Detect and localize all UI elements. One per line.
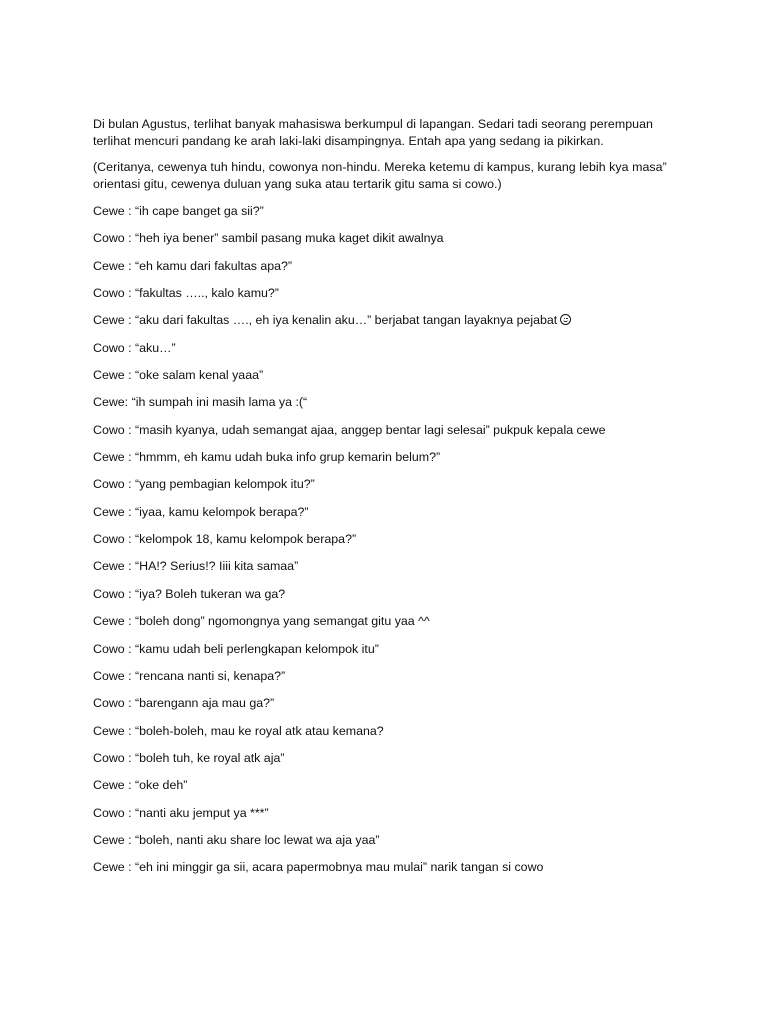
dialogue-line: Cowo : “fakultas ….., kalo kamu?” <box>93 286 279 301</box>
dialogue-line: Cewe : “boleh-boleh, mau ke royal atk atau kemana? <box>93 723 384 738</box>
dialogue-line: Cowo : “aku…” <box>93 340 176 355</box>
dialogue-line: Cewe : “HA!? Serius!? Iiii kita samaa” <box>93 559 299 574</box>
dialogue-line: Cewe : “iyaa, kamu kelompok berapa?” <box>93 504 309 519</box>
dialogue-list <box>93 203 693 876</box>
dialogue-line <box>93 312 693 329</box>
smiley-icon <box>560 314 571 325</box>
dialogue-line: Cowo : “kamu udah beli perlengkapan kelompok itu” <box>93 641 379 656</box>
dialogue-line: Cowo : “masih kyanya, udah semangat ajaa, anggep bentar lagi selesai” pukpuk kepala cewe <box>93 422 606 437</box>
dialogue-line: Cowo : “barengann aja mau ga?” <box>93 696 275 711</box>
dialogue-line: Cowo : “nanti aku jemput ya ***” <box>93 805 269 820</box>
dialogue-line: Cewe : “oke deh” <box>93 778 188 793</box>
dialogue-line: Cewe : “boleh dong” ngomongnya yang semangat gitu yaa ^^ <box>93 614 430 629</box>
document-page <box>93 116 693 887</box>
dialogue-line: Cowo : “iya? Boleh tukeran wa ga? <box>93 586 286 601</box>
dialogue-line: Cewe : “eh kamu dari fakultas apa?” <box>93 258 293 273</box>
dialogue-line: Cowo : “yang pembagian kelompok itu?” <box>93 477 315 492</box>
dialogue-line-text: Cewe : “aku dari fakultas …., eh iya kenalin aku…” berjabat tangan layaknya pejabat <box>93 313 558 328</box>
dialogue-line: Cewe : “boleh, nanti aku share loc lewat wa aja yaa” <box>93 832 380 847</box>
dialogue-line: Cewe : “oke salam kenal yaaa” <box>93 368 264 383</box>
intro-paragraph: Di bulan Agustus, terlihat banyak mahasiswa berkumpul di lapangan. Sedari tadi seorang perempuan terlihat mencuri pandang ke arah laki-laki disampingnya. Entah apa yang sedang ia pikirkan. <box>93 117 653 148</box>
dialogue-line: Cowe : “rencana nanti si, kenapa?” <box>93 668 286 683</box>
dialogue-line: Cewe: “ih sumpah ini masih lama ya :(“ <box>93 395 308 410</box>
dialogue-line: Cewe : “hmmm, eh kamu udah buka info grup kemarin belum?” <box>93 450 441 465</box>
dialogue-line: Cowo : “kelompok 18, kamu kelompok berapa?” <box>93 532 357 547</box>
dialogue-line: Cewe : “ih cape banget ga sii?” <box>93 204 264 218</box>
dialogue-line: Cowo : “heh iya bener” sambil pasang muka kaget dikit awalnya <box>93 231 444 246</box>
dialogue-line: Cowo : “boleh tuh, ke royal atk aja” <box>93 750 285 765</box>
dialogue-line: Cewe : “eh ini minggir ga sii, acara papermobnya mau mulai” narik tangan si cowo <box>93 860 544 875</box>
note-paragraph: (Ceritanya, cewenya tuh hindu, cowonya non-hindu. Mereka ketemu di kampus, kurang lebih kya masa” orientasi gitu, cewenya duluan yang suka atau tertarik gitu sama si cowo.) <box>93 160 667 191</box>
